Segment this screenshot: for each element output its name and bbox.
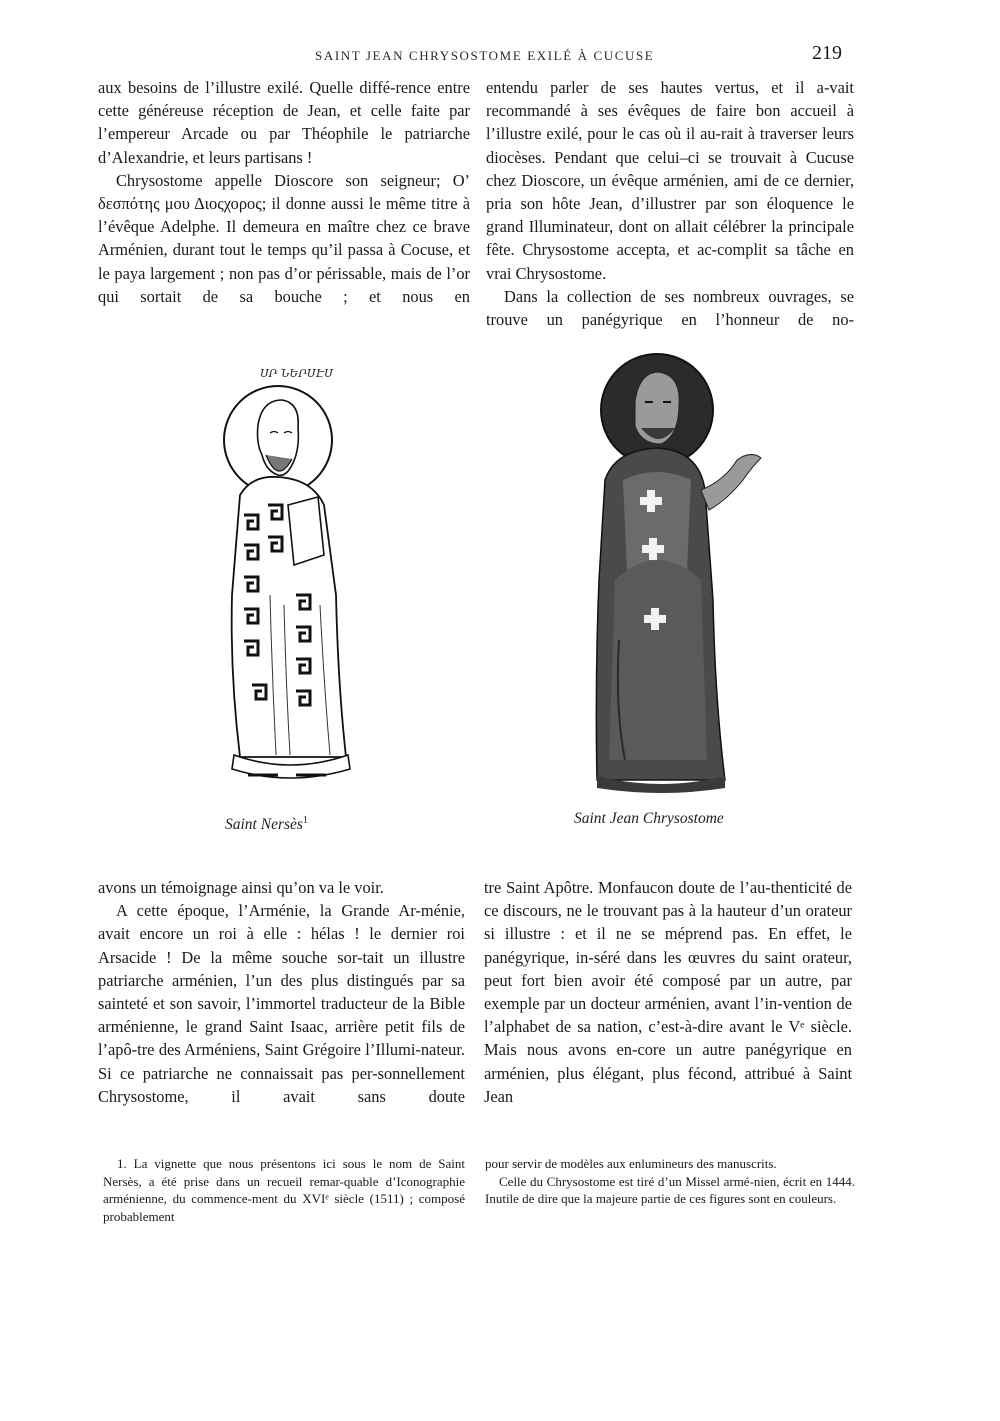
footnote-ref: 1 [302, 815, 308, 826]
column-bottom-right [484, 876, 852, 1108]
running-title: SAINT JEAN CHRYSOSTOME EXILÉ À CUCUSE [315, 48, 655, 63]
figure-saint-nerses [200, 355, 390, 795]
paragraph: entendu parler de ses hautes vertus, et il a-vait recommandé à ses évêques de faire bon accueil à l’illustre exilé, pour le cas où il au-rait à traverser leurs diocèses. Pendant que celui–ci se trouvait à Cucuse chez Dioscore, un évêque arménien, ami de ce dernier, pria son hôte Jean, d’illustrer par son éloquence le grand Illuminateur, dont on allait célébrer la principale fête. Chrysostome accepta, et ac-complit sa tâche en vrai Chrysostome. [486, 78, 854, 283]
paragraph: Chrysostome appelle Dioscore son seigneur; Ο’ δεσπότης μου Διοςχορος; il donne aussi le même titre à l’évêque Adelphe. Il demeura en maître chez ce brave Arménien, durant tout le temps qu’il passa à Cocuse, et le paya largement ; non pas d’or périssable, mais de l’or qui sortait de sa bouche ; et nous en [98, 170, 470, 306]
footnote-text: pour servir de modèles aux enlumineurs des manuscrits. [485, 1156, 777, 1171]
paragraph: avons un témoignage ainsi qu’on va le voir. [98, 878, 384, 897]
saint-jean-chrysostome-illustration [575, 340, 785, 795]
footnote-right [485, 1155, 855, 1208]
page-number: 219 [812, 42, 842, 64]
column-top-left [98, 76, 470, 308]
column-bottom-left [98, 876, 465, 1108]
caption-saint-jean-chrysostome: Saint Jean Chrysostome [574, 810, 724, 827]
caption-saint-nerses [225, 815, 308, 834]
footnote-text: Celle du Chrysostome est tiré d’un Missel armé-nien, écrit en 1444. Inutile de dire que la majeure partie de ces figures sont en couleurs. [485, 1173, 855, 1206]
figure-inscription: ՍՐ ՆԵՐՍԷՍ [260, 367, 333, 380]
footnote-text: 1. La vignette que nous présentons ici sous le nom de Saint Nersès, a été prise dans un recueil remar-quable d’Iconographie arménienne, du commence-ment du XVIᵉ siècle (1511) ; composé probablement [103, 1156, 465, 1224]
saint-nerses-illustration [200, 355, 390, 795]
column-top-right [486, 76, 854, 331]
paragraph: aux besoins de l’illustre exilé. Quelle diffé-rence entre cette généreuse réception de Jean, et celle faite par l’empereur Arcade ou par Théophile le patriarche d’Alexandrie, et leurs partisans ! [98, 78, 470, 167]
running-head [0, 42, 1000, 72]
footnote-left [103, 1155, 465, 1225]
paragraph: A cette époque, l’Arménie, la Grande Ar-ménie, avait encore un roi à elle : hélas ! le dernier roi Arsacide ! De la même souche sor-tait un illustre patriarche arménien, l’un des plus distingués par sa sainteté et son savoir, l’immortel traducteur de la Bible arménienne, le grand Saint Isaac, arrière petit fils de l’apô-tre des Arméniens, Saint Grégoire l’Illumi-nateur. Si ce patriarche ne connaissait pas per-sonnellement Chrysostome, il avait sans doute [98, 901, 465, 1106]
paragraph: tre Saint Apôtre. Monfaucon doute de l’au-thenticité de ce discours, ne le trouvant pas à la hauteur d’un orateur si illustre : et il ne se méprend pas. En effet, le panégyrique, in-séré dans les œuvres du saint orateur, peut fort bien avoir été composé par un autre, par exemple par un docteur arménien, avant l’in-vention de l’alphabet de sa nation, c’est-à-dire avant le Vᵉ siècle. Mais nous avons en-core un autre panégyrique en arménien, plus élégant, plus fécond, attribué à Saint Jean [484, 878, 852, 1106]
figure-saint-jean-chrysostome [575, 340, 785, 795]
caption-text: Saint Nersès [225, 816, 303, 834]
paragraph: Dans la collection de ses nombreux ouvrages, se trouve un panégyrique en l’honneur de no- [486, 286, 854, 330]
